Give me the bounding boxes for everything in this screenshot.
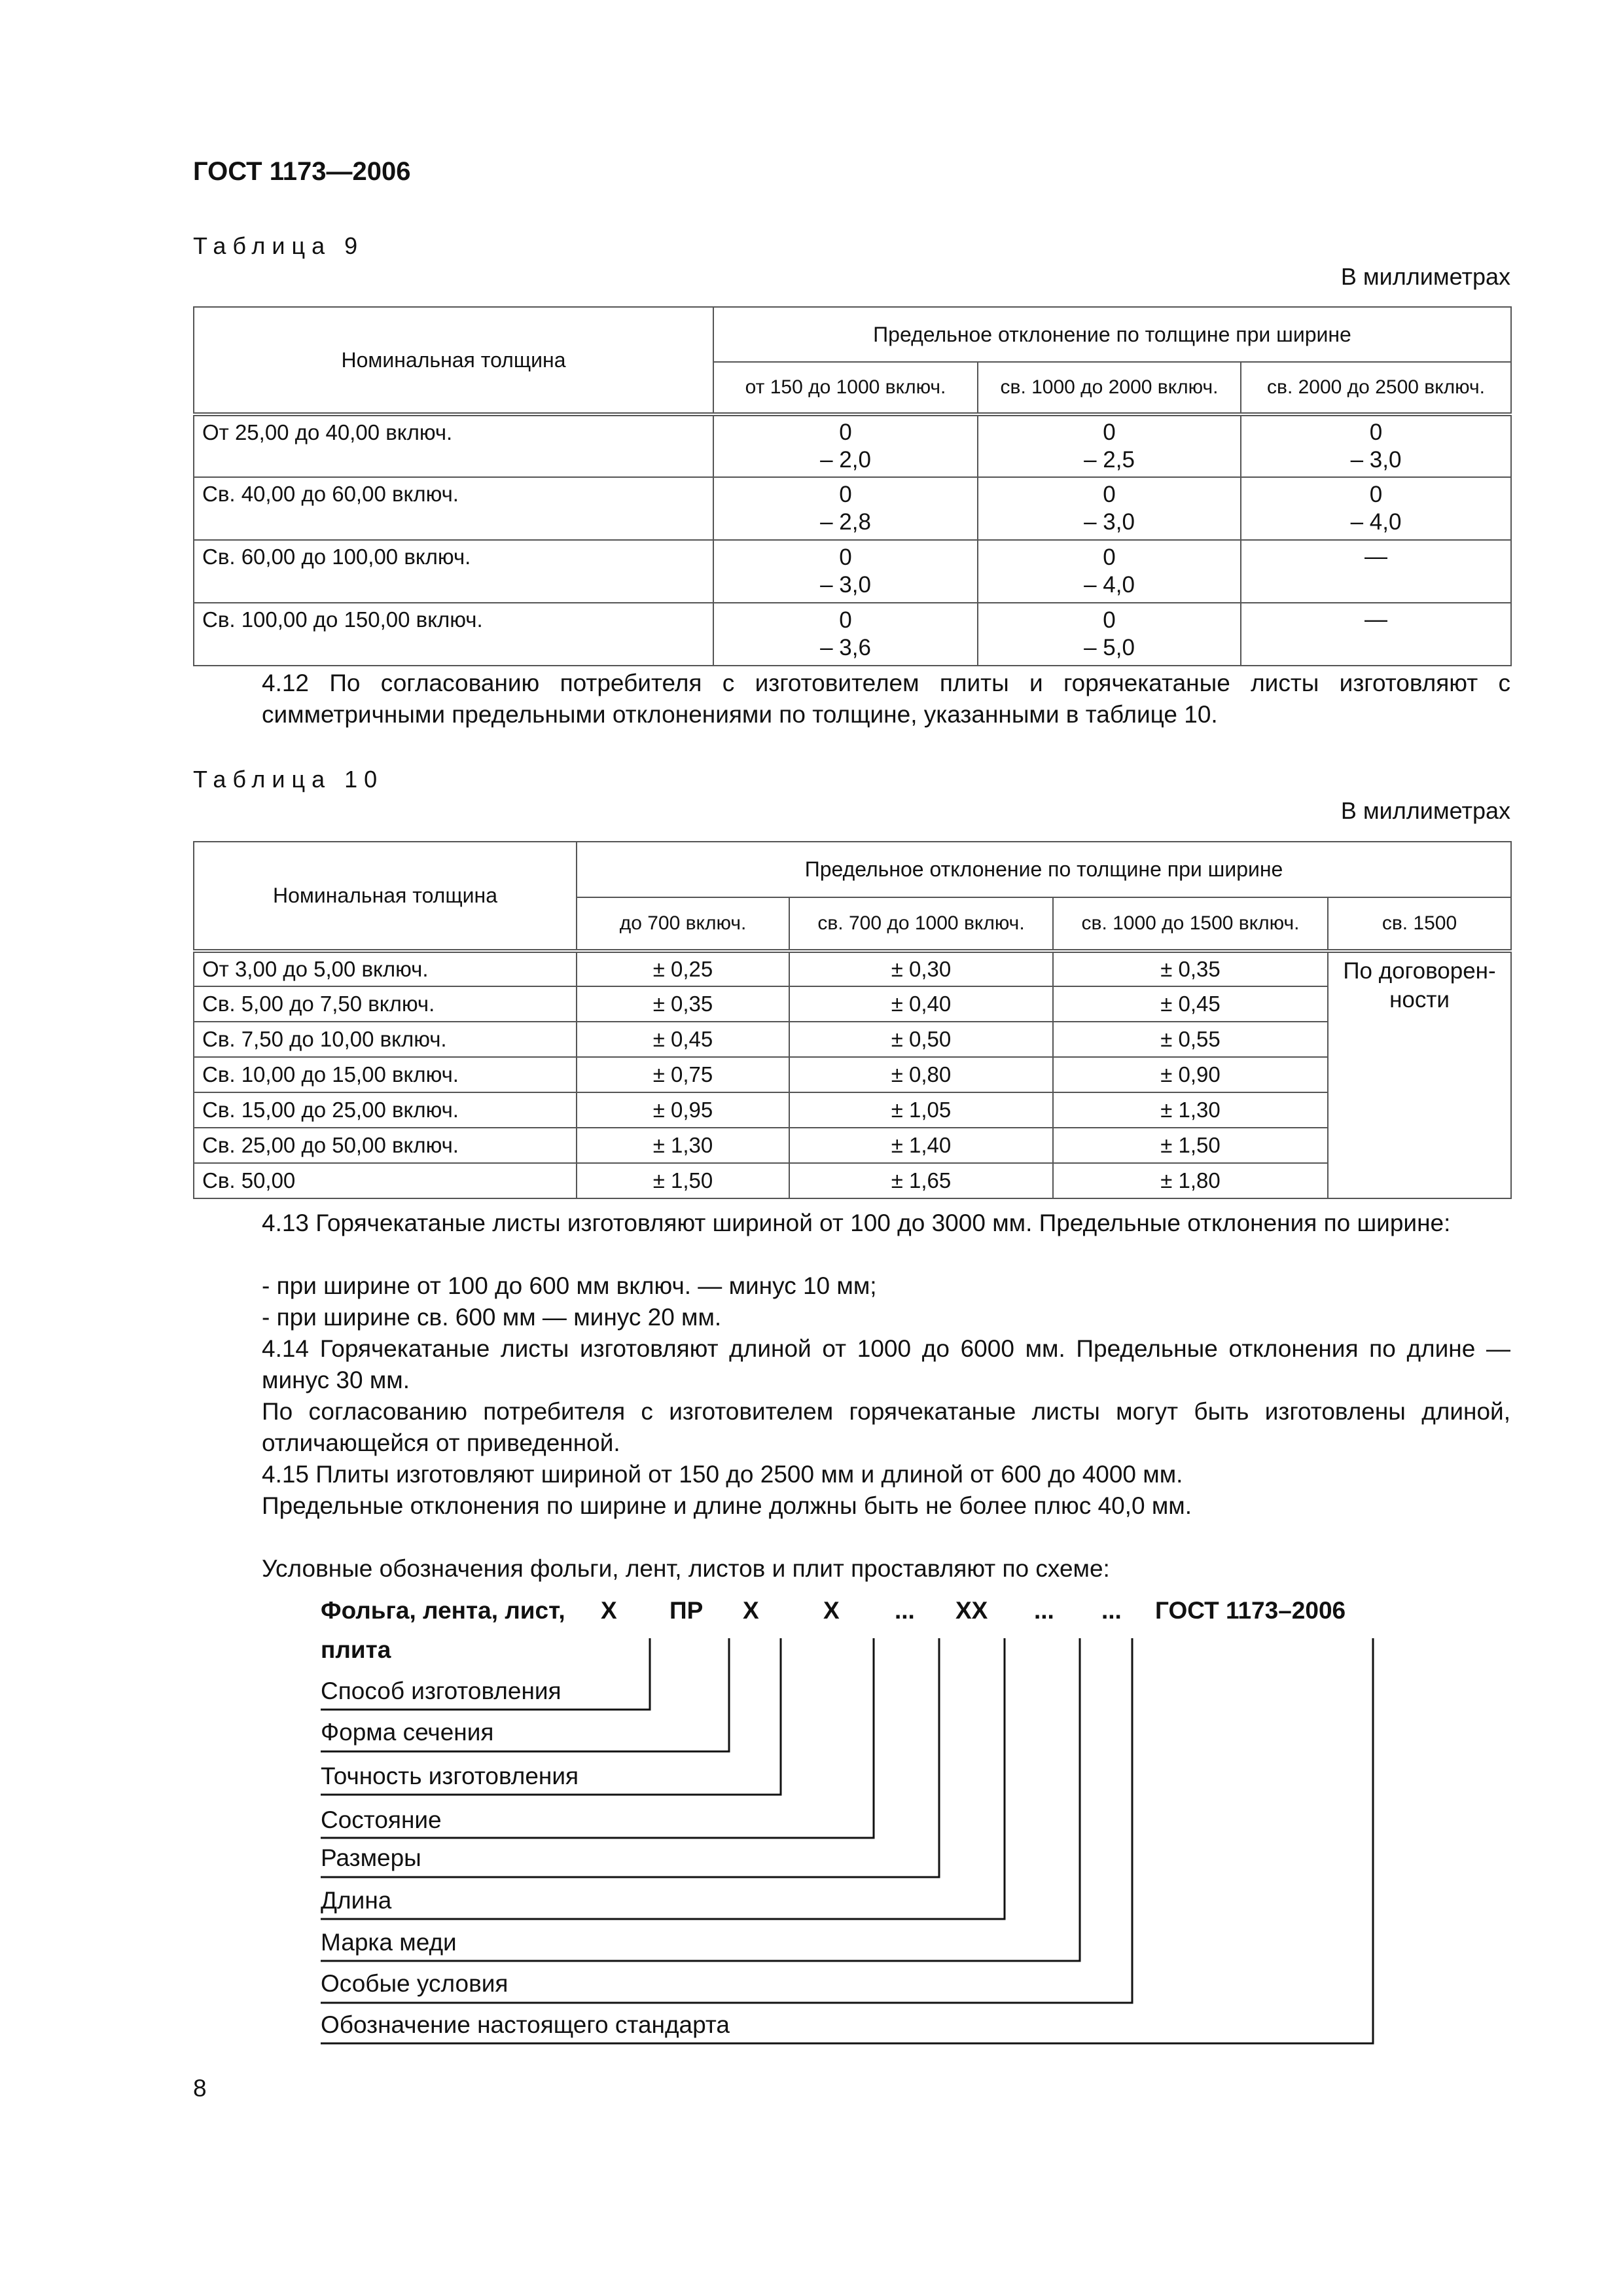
scheme-code-standard: ГОСТ 1173–2006 — [1155, 1597, 1346, 1624]
t10-width-1: до 700 включ. — [577, 897, 789, 951]
t10-width-3: св. 1000 до 1500 включ. — [1053, 897, 1328, 951]
scheme-head-line2: плита — [321, 1636, 391, 1663]
t10-cell: ± 0,25 — [577, 951, 789, 986]
t10-width-4: св. 1500 — [1328, 897, 1511, 951]
scheme-label-sizes: Размеры — [321, 1844, 421, 1871]
t10-col-group: Предельное отклонение по толщине при ширине — [577, 842, 1511, 897]
connector-conditions — [321, 1638, 1132, 2003]
paragraph-4-12-text: 4.12 По согласованию потребителя с изготовителем плиты и горячекатаные листы изготовляют с симметричными предельными отклонениями по толщине, указанными в таблице 10. — [262, 670, 1510, 728]
t9-cell-dash: — — [1364, 607, 1387, 632]
bullet-width-2: - при ширине св. 600 мм — минус 20 мм. — [262, 1304, 722, 1331]
paragraph-4-14-text: 4.14 Горячекатаные листы изготовляют длиной от 1000 до 6000 мм. Предельные отклонения по длине — минус 30 мм. — [262, 1335, 1510, 1393]
t10-row-label: Св. 7,50 до 10,00 включ. — [194, 1022, 577, 1057]
table9-units: В миллиметрах — [1340, 263, 1510, 290]
t9-cell-upper: 0 — [839, 607, 852, 633]
t9-cell-upper: 0 — [1369, 420, 1383, 445]
t9-cell-lower: – 3,0 — [1350, 447, 1402, 473]
connector-accuracy — [321, 1638, 781, 1795]
scheme-head-line1: Фольга, лента, лист, — [321, 1597, 565, 1624]
t9-width-2: св. 1000 до 2000 включ. — [978, 362, 1241, 414]
t10-cell: ± 0,45 — [1053, 986, 1328, 1022]
t9-cell-upper: 0 — [1103, 420, 1116, 445]
t9-cell-lower: – 4,0 — [1350, 509, 1402, 535]
scheme-code-conditions: ... — [1101, 1597, 1122, 1624]
t10-cell: ± 1,30 — [577, 1128, 789, 1163]
t9-cell-lower: – 2,0 — [820, 447, 871, 473]
t10-cell: ± 1,05 — [789, 1092, 1053, 1128]
t10-row-label: Св. 5,00 до 7,50 включ. — [194, 986, 577, 1022]
t10-cell: ± 1,40 — [789, 1128, 1053, 1163]
t9-width-3: св. 2000 до 2500 включ. — [1241, 362, 1511, 414]
scheme-label-section: Форма сечения — [321, 1719, 494, 1746]
t10-cell: ± 0,55 — [1053, 1022, 1328, 1057]
t10-row-label: Св. 50,00 — [194, 1163, 577, 1198]
scheme-code-section: ПР — [669, 1597, 704, 1624]
t9-cell-upper: 0 — [1103, 545, 1116, 570]
paragraph-4-13-text: 4.13 Горячекатаные листы изготовляют шириной от 100 до 3000 мм. Предельные отклонения по ширине: — [262, 1210, 1451, 1236]
t9-cell-lower: – 2,5 — [1084, 447, 1135, 473]
t10-width-2: св. 700 до 1000 включ. — [789, 897, 1053, 951]
t9-cell-lower: – 4,0 — [1084, 572, 1135, 598]
paragraph-4-15: 4.15 Плиты изготовляют шириной от 150 до 2500 мм и длиной от 600 до 4000 мм. — [262, 1461, 1183, 1488]
t10-row-label: Св. 25,00 до 50,00 включ. — [194, 1128, 577, 1163]
t9-cell-upper: 0 — [1369, 482, 1383, 507]
t10-row-label: От 3,00 до 5,00 включ. — [194, 951, 577, 986]
scheme-code-state: Х — [823, 1597, 840, 1624]
t10-cell: ± 0,45 — [577, 1022, 789, 1057]
paragraph-4-14b-text: По согласованию потребителя с изготовителем горячекатаные листы могут быть изготовлены длиной, отличающейся от приведенной. — [262, 1398, 1510, 1456]
t9-cell-upper: 0 — [1103, 482, 1116, 507]
t10-col-nominal: Номинальная толщина — [194, 842, 577, 951]
scheme-label-standard: Обозначение настоящего стандарта — [321, 2011, 730, 2038]
connector-standard — [321, 1638, 1373, 2043]
scheme-code-grade: ... — [1034, 1597, 1054, 1624]
t9-width-1: от 150 до 1000 включ. — [713, 362, 978, 414]
table10-units: В миллиметрах — [1340, 797, 1510, 824]
t9-cell-lower: – 5,0 — [1084, 635, 1135, 660]
paragraph-4-15b: Предельные отклонения по ширине и длине должны быть не более плюс 40,0 мм. — [262, 1492, 1192, 1519]
t9-cell-dash: — — [1364, 544, 1387, 569]
t9-col-group: Предельное отклонение по толщине при ширине — [713, 307, 1511, 362]
scheme-label-length: Длина — [321, 1887, 392, 1914]
t10-cell: ± 0,80 — [789, 1057, 1053, 1092]
scheme-label-state: Состояние — [321, 1806, 442, 1833]
t10-cell: ± 0,35 — [1053, 951, 1328, 986]
table10-caption: Таблица 10 — [193, 766, 384, 793]
page-number: 8 — [193, 2075, 207, 2102]
bullet-width-1: - при ширине от 100 до 600 мм включ. — минус 10 мм; — [262, 1272, 877, 1299]
t9-cell-upper: 0 — [839, 545, 852, 570]
t10-cell: ± 0,30 — [789, 951, 1053, 986]
t10-cell: ± 0,75 — [577, 1057, 789, 1092]
table9-caption: Таблица 9 — [193, 232, 365, 259]
t10-row-label: Св. 15,00 до 25,00 включ. — [194, 1092, 577, 1128]
scheme-label-accuracy: Точность изготовления — [321, 1763, 579, 1789]
document-header: ГОСТ 1173—2006 — [193, 157, 411, 186]
t10-agreement-cell: По договорен-ности — [1328, 951, 1511, 1198]
t10-cell: ± 1,80 — [1053, 1163, 1328, 1198]
scheme-code-method: Х — [601, 1597, 617, 1624]
t10-cell: ± 1,50 — [1053, 1128, 1328, 1163]
t10-cell: ± 0,35 — [577, 986, 789, 1022]
t9-cell-lower: – 2,8 — [820, 509, 871, 535]
t9-cell-lower: – 3,0 — [1084, 509, 1135, 535]
t9-col-nominal: Номинальная толщина — [194, 307, 713, 414]
scheme-label-method: Способ изготовления — [321, 1677, 562, 1704]
scheme-code-accuracy: Х — [743, 1597, 759, 1624]
scheme-code-length: ХХ — [955, 1597, 988, 1624]
t10-cell: ± 1,30 — [1053, 1092, 1328, 1128]
t9-row-label: От 25,00 до 40,00 включ. — [194, 414, 713, 477]
t10-cell: ± 0,95 — [577, 1092, 789, 1128]
t9-row-label: Св. 60,00 до 100,00 включ. — [194, 540, 713, 603]
t10-cell: ± 0,40 — [789, 986, 1053, 1022]
connector-sizes — [321, 1638, 939, 1877]
t9-row-label: Св. 100,00 до 150,00 включ. — [194, 603, 713, 666]
scheme-label-grade: Марка меди — [321, 1929, 457, 1956]
scheme-code-sizes: ... — [895, 1597, 915, 1624]
connector-method — [321, 1638, 650, 1710]
scheme-intro: Условные обозначения фольги, лент, листов и плит проставляют по схеме: — [262, 1555, 1110, 1582]
scheme-label-conditions: Особые условия — [321, 1970, 508, 1997]
t9-cell-upper: 0 — [839, 420, 852, 445]
t10-cell: ± 1,50 — [577, 1163, 789, 1198]
t10-cell: ± 1,65 — [789, 1163, 1053, 1198]
t10-cell: ± 0,50 — [789, 1022, 1053, 1057]
t9-cell-lower: – 3,6 — [820, 635, 871, 660]
connector-section — [321, 1638, 729, 1751]
t9-cell-upper: 0 — [1103, 607, 1116, 633]
t9-cell-lower: – 3,0 — [820, 572, 871, 598]
t9-cell-upper: 0 — [839, 482, 852, 507]
t9-row-label: Св. 40,00 до 60,00 включ. — [194, 477, 713, 540]
t10-row-label: Св. 10,00 до 15,00 включ. — [194, 1057, 577, 1092]
connector-grade — [321, 1638, 1080, 1961]
t10-cell: ± 0,90 — [1053, 1057, 1328, 1092]
connector-state — [321, 1638, 874, 1838]
